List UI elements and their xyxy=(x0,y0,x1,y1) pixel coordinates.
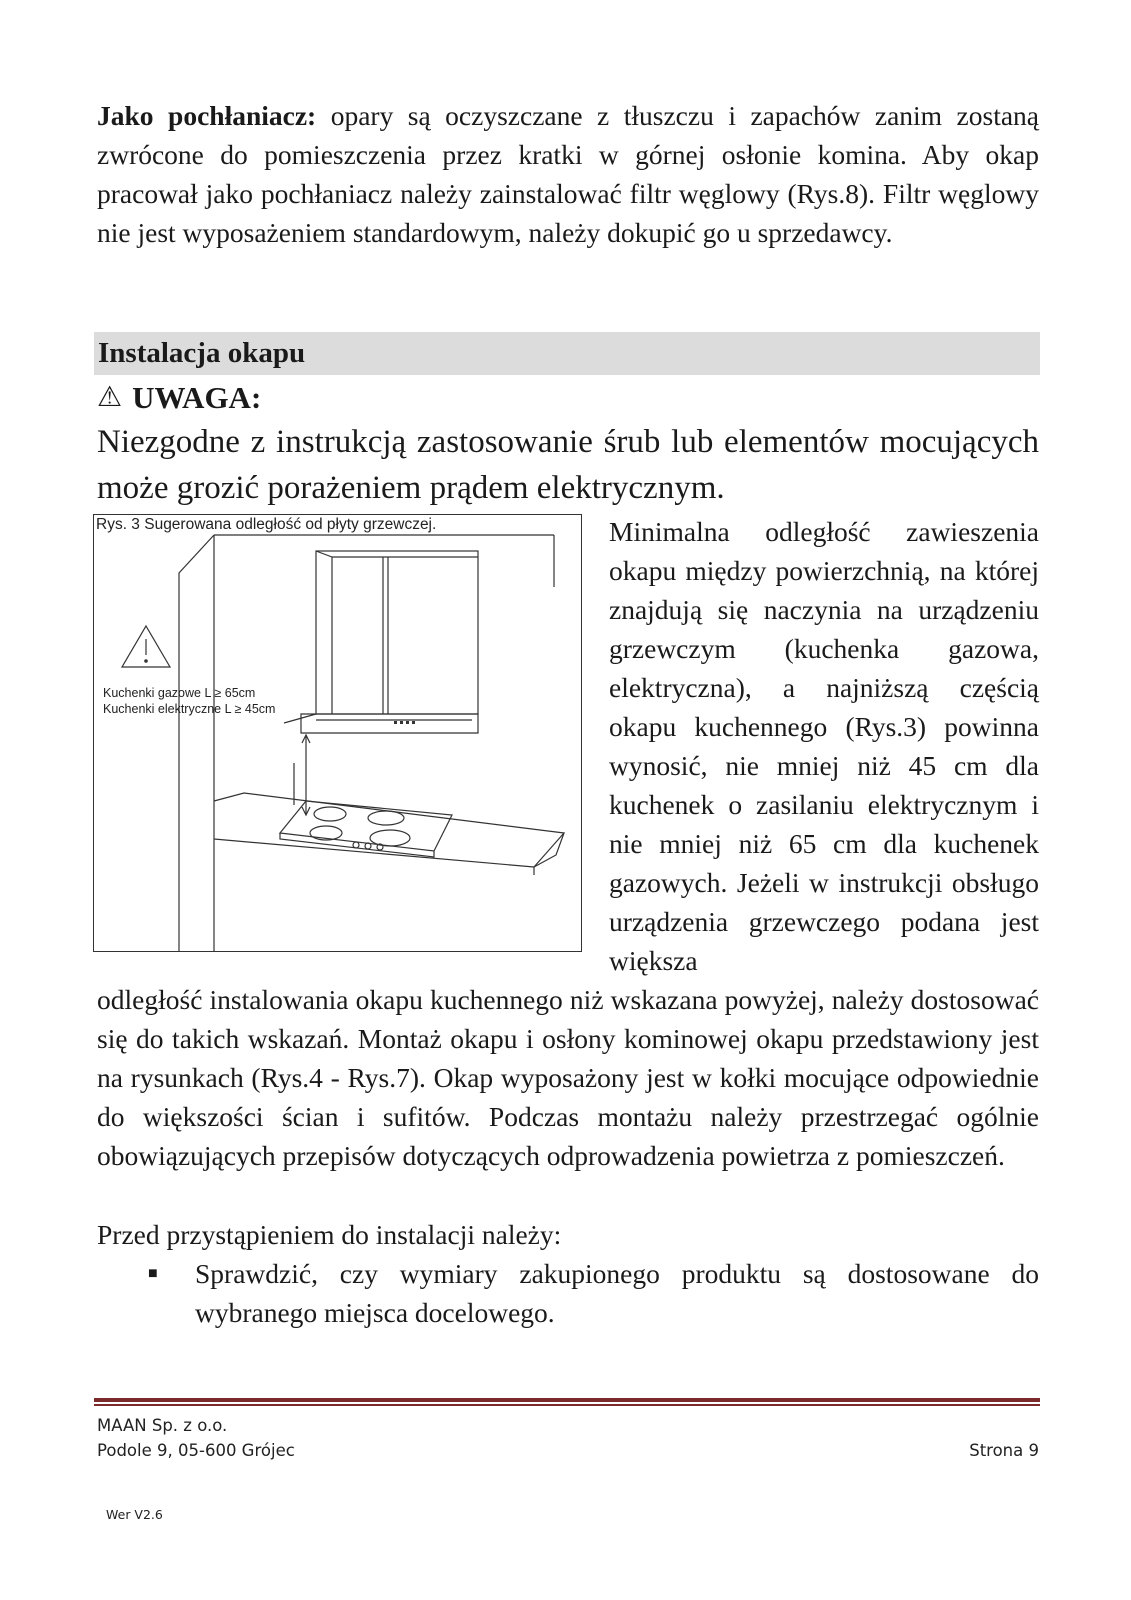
list-item xyxy=(148,1254,1039,1332)
intro-bold-lead: Jako pochłaniacz: xyxy=(97,100,317,131)
footer-company: MAAN Sp. z o.o. xyxy=(97,1416,228,1435)
list-item-text: Sprawdzić, czy wymiary zakupionego produktu są dostosowane do wybranego miejsca docelowego. xyxy=(195,1258,1039,1328)
warning-title-text: UWAGA: xyxy=(132,380,262,415)
square-bullet-icon: ■ xyxy=(148,1265,158,1282)
figure-caption: Rys. 3 Sugerowana odległość od płyty grzewczej. xyxy=(96,516,437,533)
hood-installation-illustration xyxy=(94,515,582,952)
intro-paragraph-block xyxy=(97,96,1039,252)
page-number: Strona 9 xyxy=(969,1441,1039,1460)
footer-divider xyxy=(94,1398,1040,1402)
before-install-line: Przed przystąpieniem do instalacji należy: xyxy=(97,1219,562,1250)
document-version: Wer V2.6 xyxy=(106,1507,163,1522)
figure-hood-distance xyxy=(93,514,582,952)
label-electric-hob: Kuchenki elektryczne L ≥ 45cm xyxy=(103,702,276,716)
main-paragraph: odległość instalowania okapu kuchennego niż wskazana powyżej, należy dostosować się do takich wskazań. Montaż okapu i osłony kominowej okapu przedstawiony jest na rysunkach (Rys.4 - Rys.7). Okap wyposażony jest w kołki mocujące odpowiednie do większości ścian i sufitów. Podczas montażu należy przestrzegać ogólnie obowiązujących przepisów dotyczących odprowadzenia powietrza z pomieszczeń. xyxy=(97,984,1039,1171)
footer-divider-thin xyxy=(94,1404,1040,1406)
warning-title xyxy=(97,378,261,418)
warning-triangle-icon: ⚠ xyxy=(97,382,123,413)
warning-text: Niezgodne z instrukcją zastosowanie śrub lub elementów mocujących może grozić porażeniem prądem elektrycznym. xyxy=(97,424,1039,506)
intro-text: opary są oczyszczane z tłuszczu i zapachów zanim zostaną zwrócone do pomieszczenia przez kratki w górnej osłonie komina. Aby okap pracował jako pochłaniacz należy zainstalować filtr węglowy (Rys.8). Filtr węglowy nie jest wyposażeniem standardowym, należy dokupić go u sprzedawcy. xyxy=(97,100,1039,248)
intro-paragraph xyxy=(97,96,1039,252)
label-gas-hob: Kuchenki gazowe L ≥ 65cm xyxy=(103,686,256,700)
footer-address: Podole 9, 05-600 Grójec xyxy=(97,1441,295,1460)
side-paragraph: Minimalna odległość zawieszenia okapu między powierzchnią, na której znajdują się naczynia na urządzeniu grzewczym (kuchenka gazowa, elektryczna), a najniższą częścią okapu kuchennego (Rys.3) powinna wynosić, nie mniej niż 45 cm dla kuchenek o zasilaniu elektrycznym i nie mniej niż 65 cm dla kuchenek gazowych. Jeżeli w instrukcji obsługo urządzenia grzewczego podana jest większa xyxy=(609,516,1039,976)
section-heading: Instalacja okapu xyxy=(94,332,1040,375)
